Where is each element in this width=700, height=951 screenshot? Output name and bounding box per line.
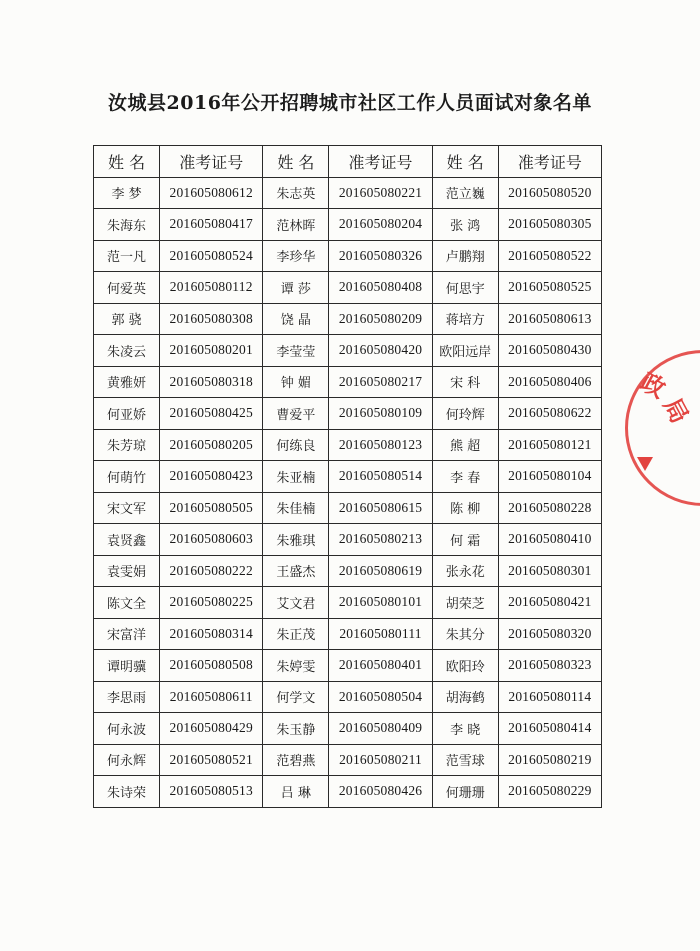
- exam-number-cell: 201605080308: [160, 303, 263, 335]
- table-row: [94, 650, 602, 682]
- exam-number-cell: 201605080221: [329, 177, 432, 209]
- table-row: [94, 776, 602, 808]
- candidate-name-cell: 陈文全: [94, 587, 160, 619]
- exam-number-cell: 201605080421: [498, 587, 601, 619]
- table-row: [94, 272, 602, 304]
- exam-number-cell: 201605080225: [160, 587, 263, 619]
- exam-number-cell: 201605080514: [329, 461, 432, 493]
- candidate-name-cell: 欧阳玲: [432, 650, 498, 682]
- exam-number-cell: 201605080410: [498, 524, 601, 556]
- exam-number-cell: 201605080209: [329, 303, 432, 335]
- exam-number-cell: 201605080430: [498, 335, 601, 367]
- candidate-name-cell: 钟 媚: [263, 366, 329, 398]
- exam-number-cell: 201605080611: [160, 681, 263, 713]
- exam-number-cell: 201605080211: [329, 744, 432, 776]
- candidate-name-cell: 何永波: [94, 713, 160, 745]
- candidate-name-cell: 卢鹏翔: [432, 240, 498, 272]
- candidate-name-cell: 朱海东: [94, 209, 160, 241]
- table-row: [94, 461, 602, 493]
- candidate-name-cell: 郭 骁: [94, 303, 160, 335]
- candidate-name-cell: 朱亚楠: [263, 461, 329, 493]
- exam-number-cell: 201605080619: [329, 555, 432, 587]
- table-row: [94, 744, 602, 776]
- candidate-name-cell: 李莹莹: [263, 335, 329, 367]
- exam-number-cell: 201605080420: [329, 335, 432, 367]
- table-row: [94, 555, 602, 587]
- candidate-name-cell: 胡荣芝: [432, 587, 498, 619]
- candidate-name-cell: 宋富洋: [94, 618, 160, 650]
- candidate-name-cell: 饶 晶: [263, 303, 329, 335]
- exam-number-cell: 201605080111: [329, 618, 432, 650]
- table-row: [94, 335, 602, 367]
- header-name-1: 姓 名: [94, 146, 160, 178]
- exam-number-cell: 201605080323: [498, 650, 601, 682]
- exam-number-cell: 201605080229: [498, 776, 601, 808]
- exam-number-cell: 201605080423: [160, 461, 263, 493]
- exam-number-cell: 201605080222: [160, 555, 263, 587]
- candidate-name-cell: 何萌竹: [94, 461, 160, 493]
- table-header-row: [94, 146, 602, 178]
- exam-number-cell: 201605080205: [160, 429, 263, 461]
- candidate-name-cell: 何学文: [263, 681, 329, 713]
- exam-number-cell: 201605080305: [498, 209, 601, 241]
- header-id-1: 准考证号: [160, 146, 263, 178]
- seal-star-mark: [637, 457, 653, 471]
- exam-number-cell: 201605080525: [498, 272, 601, 304]
- candidate-name-cell: 朱雅琪: [263, 524, 329, 556]
- exam-number-cell: 201605080612: [160, 177, 263, 209]
- candidate-name-cell: 袁贤鑫: [94, 524, 160, 556]
- candidate-name-cell: 袁雯娟: [94, 555, 160, 587]
- candidate-name-cell: 蒋培方: [432, 303, 498, 335]
- exam-number-cell: 201605080409: [329, 713, 432, 745]
- table-row: [94, 429, 602, 461]
- candidate-name-cell: 何思宇: [432, 272, 498, 304]
- exam-number-cell: 201605080217: [329, 366, 432, 398]
- exam-number-cell: 201605080425: [160, 398, 263, 430]
- candidate-name-cell: 何练良: [263, 429, 329, 461]
- candidate-name-cell: 朱芳琼: [94, 429, 160, 461]
- candidate-name-cell: 朱婷雯: [263, 650, 329, 682]
- candidate-name-cell: 李 晓: [432, 713, 498, 745]
- candidate-name-cell: 谭 莎: [263, 272, 329, 304]
- exam-number-cell: 201605080406: [498, 366, 601, 398]
- table-row: [94, 209, 602, 241]
- exam-number-cell: 201605080401: [329, 650, 432, 682]
- candidate-name-cell: 胡海鹤: [432, 681, 498, 713]
- exam-number-cell: 201605080301: [498, 555, 601, 587]
- exam-number-cell: 201605080622: [498, 398, 601, 430]
- exam-number-cell: 201605080414: [498, 713, 601, 745]
- exam-number-cell: 201605080522: [498, 240, 601, 272]
- candidate-name-cell: 范林晖: [263, 209, 329, 241]
- exam-number-cell: 201605080504: [329, 681, 432, 713]
- candidate-name-cell: 熊 超: [432, 429, 498, 461]
- exam-number-cell: 201605080603: [160, 524, 263, 556]
- table-row: [94, 303, 602, 335]
- seal-char-1: 政: [635, 367, 670, 404]
- exam-number-cell: 201605080101: [329, 587, 432, 619]
- header-name-3: 姓 名: [432, 146, 498, 178]
- candidate-name-cell: 朱诗荣: [94, 776, 160, 808]
- table-row: [94, 398, 602, 430]
- exam-number-cell: 201605080114: [498, 681, 601, 713]
- exam-number-cell: 201605080121: [498, 429, 601, 461]
- table-row: [94, 618, 602, 650]
- exam-number-cell: 201605080613: [498, 303, 601, 335]
- candidate-table: [93, 145, 602, 808]
- exam-number-cell: 201605080615: [329, 492, 432, 524]
- candidate-name-cell: 朱凌云: [94, 335, 160, 367]
- exam-number-cell: 201605080123: [329, 429, 432, 461]
- candidate-name-cell: 何珊珊: [432, 776, 498, 808]
- candidate-name-cell: 宋文军: [94, 492, 160, 524]
- candidate-name-cell: 何爱英: [94, 272, 160, 304]
- candidate-name-cell: 李思雨: [94, 681, 160, 713]
- exam-number-cell: 201605080508: [160, 650, 263, 682]
- seal-char-2: 局: [657, 393, 694, 428]
- candidate-name-cell: 何亚娇: [94, 398, 160, 430]
- candidate-name-cell: 王盛杰: [263, 555, 329, 587]
- header-id-3: 准考证号: [498, 146, 601, 178]
- exam-number-cell: 201605080320: [498, 618, 601, 650]
- exam-number-cell: 201605080505: [160, 492, 263, 524]
- exam-number-cell: 201605080228: [498, 492, 601, 524]
- exam-number-cell: 201605080201: [160, 335, 263, 367]
- table-row: [94, 524, 602, 556]
- table-row: [94, 713, 602, 745]
- exam-number-cell: 201605080112: [160, 272, 263, 304]
- candidate-name-cell: 欧阳远岸: [432, 335, 498, 367]
- candidate-name-cell: 吕 琳: [263, 776, 329, 808]
- exam-number-cell: 201605080104: [498, 461, 601, 493]
- candidate-name-cell: 何 霜: [432, 524, 498, 556]
- candidate-name-cell: 何玲辉: [432, 398, 498, 430]
- table-row: [94, 240, 602, 272]
- header-id-2: 准考证号: [329, 146, 432, 178]
- candidate-name-cell: 朱其分: [432, 618, 498, 650]
- candidate-name-cell: 何永辉: [94, 744, 160, 776]
- candidate-name-cell: 曹爱平: [263, 398, 329, 430]
- exam-number-cell: 201605080408: [329, 272, 432, 304]
- table-row: [94, 366, 602, 398]
- candidate-name-cell: 黄雅妍: [94, 366, 160, 398]
- candidate-name-cell: 宋 科: [432, 366, 498, 398]
- exam-number-cell: 201605080109: [329, 398, 432, 430]
- candidate-name-cell: 朱志英: [263, 177, 329, 209]
- exam-number-cell: 201605080326: [329, 240, 432, 272]
- candidate-name-cell: 艾文君: [263, 587, 329, 619]
- candidate-name-cell: 张 鸿: [432, 209, 498, 241]
- candidate-name-cell: 朱佳楠: [263, 492, 329, 524]
- candidate-name-cell: 范碧燕: [263, 744, 329, 776]
- exam-number-cell: 201605080513: [160, 776, 263, 808]
- exam-number-cell: 201605080318: [160, 366, 263, 398]
- candidate-name-cell: 朱玉静: [263, 713, 329, 745]
- exam-number-cell: 201605080219: [498, 744, 601, 776]
- table-row: [94, 177, 602, 209]
- exam-number-cell: 201605080426: [329, 776, 432, 808]
- candidate-name-cell: 范一凡: [94, 240, 160, 272]
- header-name-2: 姓 名: [263, 146, 329, 178]
- candidate-name-cell: 李 梦: [94, 177, 160, 209]
- candidate-name-cell: 范雪球: [432, 744, 498, 776]
- candidate-name-cell: 谭明骥: [94, 650, 160, 682]
- table-row: [94, 587, 602, 619]
- table-body: [94, 177, 602, 807]
- candidate-name-cell: 陈 柳: [432, 492, 498, 524]
- exam-number-cell: 201605080429: [160, 713, 263, 745]
- candidate-name-cell: 范立巍: [432, 177, 498, 209]
- candidate-name-cell: 李珍华: [263, 240, 329, 272]
- page-title: 汝城县2016年公开招聘城市社区工作人员面试对象名单: [108, 92, 592, 114]
- exam-number-cell: 201605080204: [329, 209, 432, 241]
- exam-number-cell: 201605080524: [160, 240, 263, 272]
- exam-number-cell: 201605080417: [160, 209, 263, 241]
- exam-number-cell: 201605080521: [160, 744, 263, 776]
- candidate-name-cell: 张永花: [432, 555, 498, 587]
- exam-number-cell: 201605080520: [498, 177, 601, 209]
- candidate-name-cell: 朱正茂: [263, 618, 329, 650]
- candidate-name-cell: 李 春: [432, 461, 498, 493]
- table-row: [94, 681, 602, 713]
- exam-number-cell: 201605080213: [329, 524, 432, 556]
- table-row: [94, 492, 602, 524]
- exam-number-cell: 201605080314: [160, 618, 263, 650]
